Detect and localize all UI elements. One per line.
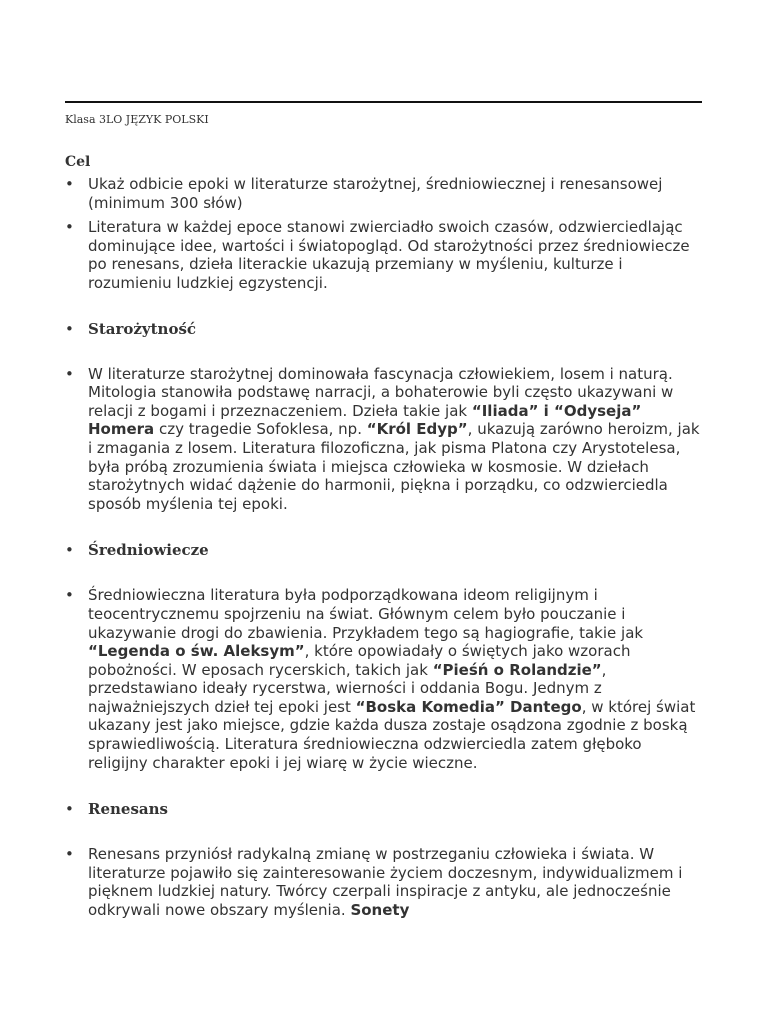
paragraph-text: czy tragedie Sofoklesa, np. [154,420,367,439]
section-heading-renaissance [65,799,705,819]
document-header: Klasa 3LO JĘZYK POLSKI [65,113,209,126]
goal-heading: Cel [65,154,91,170]
bullet-icon: • [65,218,74,237]
paragraph-text: , ukazują zarówno heroizm, jak i zmagania z losem. Literatura filozoficzna, jak pisma Platona czy Arystotelesa, była próbą zrozumienia świata i miejsca człowieka w kosmosie. W dziełach starożytnych widać dążenie do harmonii, piękna i porządku, co odzwierciedla sposób myślenia tej epoki. [88,420,700,513]
work-title: “Legenda o św. Aleksym” [88,642,305,661]
bullet-icon: • [65,800,74,819]
paragraph-text: Renesans przyniósł radykalną zmianę w postrzeganiu człowieka i świata. W literaturze pojawiło się zainteresowanie życiem doczesnym, indywidualizmem i pięknem ludzkiej natury. Twórcy czerpali inspiracje z antyku, ale jednocześnie odkrywali nowe obszary myślenia. [88,845,683,920]
work-title: “Iliada” i “Odyseja” Homera [88,401,642,439]
paragraph-text: Średniowieczna literatura była podporządkowana ideom religijnym i teocentrycznemu spojrzeniu na świat. Głównym celem było pouczanie i ukazywanie drogi do zbawienia. Przykładem tego są hagiografie, takie jak [88,586,644,642]
work-title: “Boska Komedia” Dantego [355,697,582,716]
section-paragraph-middle-ages [65,586,705,772]
goal-item-text: Literatura w każdej epoce stanowi zwierciadło swoich czasów, odzwierciedlając dominujące idee, wartości i światopogląd. Od starożytności przez średniowiecze po renesans, dzieła literackie ukazują przemiany w myśleniu, kulturze i rozumieniu ludzkiej egzystencji. [88,218,690,292]
bullet-icon: • [65,541,74,560]
bullet-icon: • [65,845,74,864]
goal-item [65,175,705,212]
section-paragraph-antiquity [65,365,705,514]
paragraph-text: W literaturze starożytnej dominowała fascynacja człowiekiem, losem i naturą. Mitologia stanowiła podstawę narracji, a bohaterowie byli często ukazywani w relacji z bogami i przeznaczeniem. Dzieła takie jak [88,364,674,420]
bullet-icon: • [65,319,74,338]
header-rule [65,101,702,103]
section-heading-text: Renesans [88,800,168,819]
work-title: Sonety [350,901,410,920]
section-heading-text: Średniowiecze [88,541,209,560]
document-content [65,152,705,920]
section-paragraph-renaissance [65,845,705,919]
paragraph-text: , w której świat ukazany jest jako miejsce, gdzie każda dusza zostaje osądzona zgodnie z boską sprawiedliwością. Literatura średniowieczna odzwierciedla zatem głęboko religijny charakter epoki i jej wiarę w życie wieczne. [88,697,696,772]
paragraph-text: , przedstawiano ideały rycerstwa, wierności i oddania Bogu. Jednym z najważniejszych dzieł tej epoki jest [88,660,607,716]
bullet-icon: • [65,586,74,605]
section-heading-middle-ages [65,540,705,560]
goal-item-text: Ukaż odbicie epoki w literaturze starożytnej, średniowiecznej i renesansowej (minimum 300 słów) [88,175,663,212]
goal-item [65,218,705,292]
bullet-icon: • [65,364,74,383]
paragraph-text: , które opowiadały o świętych jako wzorach pobożności. W eposach rycerskich, takich jak [88,642,631,679]
work-title: “Pieśń o Rolandzie” [432,660,602,679]
section-heading-text: Starożytność [88,319,197,338]
work-title: “Król Edyp” [366,420,468,439]
bullet-icon: • [65,175,74,193]
section-heading-antiquity [65,319,705,339]
